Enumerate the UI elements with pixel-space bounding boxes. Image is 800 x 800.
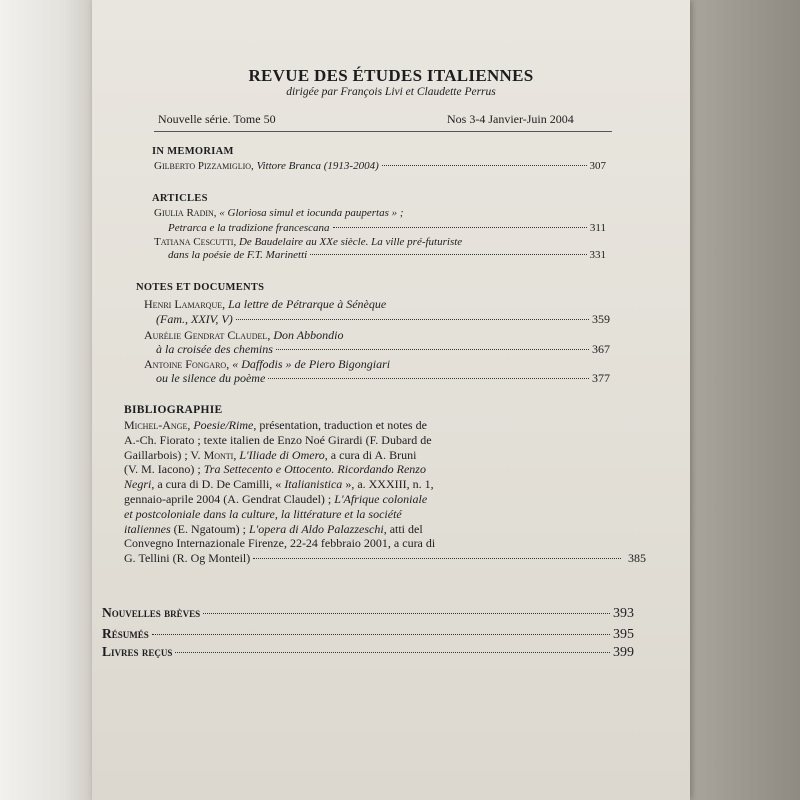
entry-author: Tatiana Cescutti, — [154, 236, 237, 248]
entry-page: 395 — [613, 627, 634, 642]
bibliography-line: Michel-Ange, Poesie/Rime, présentation, traduction et notes de — [124, 418, 427, 432]
leader-dots — [333, 227, 587, 228]
entry-page: 399 — [613, 645, 634, 660]
entry-page: 385 — [628, 551, 646, 566]
entry-page: 331 — [589, 249, 606, 261]
bibliography-line: A.-Ch. Fiorato ; texte italien de Enzo Noé Girardi (F. Dubard de — [124, 432, 432, 447]
bibliography-line: Gaillarbois) ; V. Monti, L'Iliade di Omero, a cura di A. Bruni — [124, 447, 417, 462]
toc-entry-line — [144, 357, 390, 372]
leader-dots — [310, 254, 586, 255]
leader-dots — [175, 652, 610, 653]
toc-entry — [156, 371, 610, 386]
bibliography-line: Convegno Internazionale Firenze, 22-24 febbraio 2001, a cura di — [124, 536, 436, 551]
entry-title: La lettre de Pétrarque à Sénèque — [228, 297, 387, 311]
entry-title: Don Abbondio — [273, 328, 344, 342]
toc-entry — [168, 222, 606, 234]
bibliography-line: italiennes (E. Ngatoum) ; L'opera di Aldo Palazzeschi, atti del — [124, 521, 423, 536]
leader-dots — [382, 165, 587, 166]
entry-page: 393 — [613, 606, 634, 621]
entry-page: 377 — [592, 371, 610, 385]
entry-author: Gilberto Pizzamiglio, — [154, 160, 254, 172]
toc-entry-resumes — [102, 626, 634, 643]
entry-title: « Gloriosa simul et iocunda paupertas » ; — [219, 207, 404, 219]
bibliography-line: (V. M. Iacono) ; Tra Settecento e Ottocento. Ricordando Renzo — [124, 462, 426, 477]
toc-entry — [156, 312, 610, 327]
toc-entry-livres — [102, 644, 634, 661]
entry-author: Antoine Fongaro, — [144, 357, 230, 371]
bibliography-line: G. Tellini (R. Og Monteil) — [124, 551, 251, 566]
journal-series: Nouvelle série. Tome 50 — [158, 112, 276, 126]
toc-entry-line — [154, 207, 404, 219]
background-right — [690, 0, 800, 800]
entry-title: Nouvelles brèves — [102, 605, 201, 620]
entry-title: (Fam., XXIV, V) — [156, 312, 233, 326]
contents-page — [92, 0, 690, 800]
journal-editors: dirigée par François Livi et Claudette Perrus — [286, 86, 496, 98]
leader-dots — [152, 634, 610, 635]
section-heading-memoriam: IN MEMORIAM — [152, 146, 234, 157]
toc-entry-line — [144, 328, 343, 343]
leader-dots — [268, 378, 589, 379]
entry-title: Vittore Branca (1913-2004) — [256, 160, 379, 172]
toc-entry-line — [154, 236, 462, 248]
entry-title: Petrarca e la tradizione francescana — [168, 222, 330, 234]
leader-dots — [203, 613, 610, 614]
bibliography-line: et postcoloniale dans la culture, la littérature et la société — [124, 506, 402, 521]
journal-title: REVUE DES ÉTUDES ITALIENNES — [248, 66, 534, 85]
bibliography-line: gennaio-aprile 2004 (A. Gendrat Claudel) ; L'Afrique coloniale — [124, 491, 428, 506]
entry-title: Résumés — [102, 626, 149, 641]
leader-dots — [276, 349, 589, 350]
section-heading-bibliography: BIBLIOGRAPHIE — [124, 404, 223, 416]
bibliography-last-line — [124, 551, 646, 566]
bibliography-text — [124, 418, 646, 566]
header-rule — [154, 131, 612, 132]
entry-title: dans la poésie de F.T. Marinetti — [168, 249, 308, 261]
leader-dots — [253, 558, 621, 559]
entry-author: Giulia Radin, — [154, 207, 217, 219]
toc-entry — [156, 342, 610, 357]
entry-author: Henri Lamarque, — [144, 297, 226, 311]
toc-entry-nouvelles — [102, 605, 634, 622]
entry-page: 367 — [592, 342, 610, 356]
entry-title: « Daffodis » de Piero Bigongiari — [232, 357, 391, 371]
section-heading-articles: ARTICLES — [152, 193, 208, 204]
toc-entry — [168, 249, 606, 261]
leader-dots — [236, 319, 589, 320]
toc-entry — [154, 160, 606, 172]
entry-page: 307 — [589, 160, 606, 172]
background-left — [0, 0, 92, 800]
entry-page: 359 — [592, 312, 610, 326]
entry-title: à la croisée des chemins — [156, 342, 273, 356]
section-heading-notes: NOTES ET DOCUMENTS — [136, 282, 265, 293]
toc-entry-line — [144, 297, 386, 312]
entry-title: De Baudelaire au XXe siècle. La ville pré-futuriste — [238, 236, 463, 248]
entry-title: ou le silence du poème — [156, 371, 266, 385]
entry-author: Aurélie Gendrat Claudel, — [144, 328, 271, 342]
entry-title: Livres reçus — [102, 644, 173, 659]
entry-page: 311 — [589, 222, 606, 234]
journal-issue: Nos 3-4 Janvier-Juin 2004 — [447, 112, 574, 126]
bibliography-line: Negri, a cura di D. De Camilli, « Italianistica », a. XXXIII, n. 1, — [124, 477, 434, 492]
